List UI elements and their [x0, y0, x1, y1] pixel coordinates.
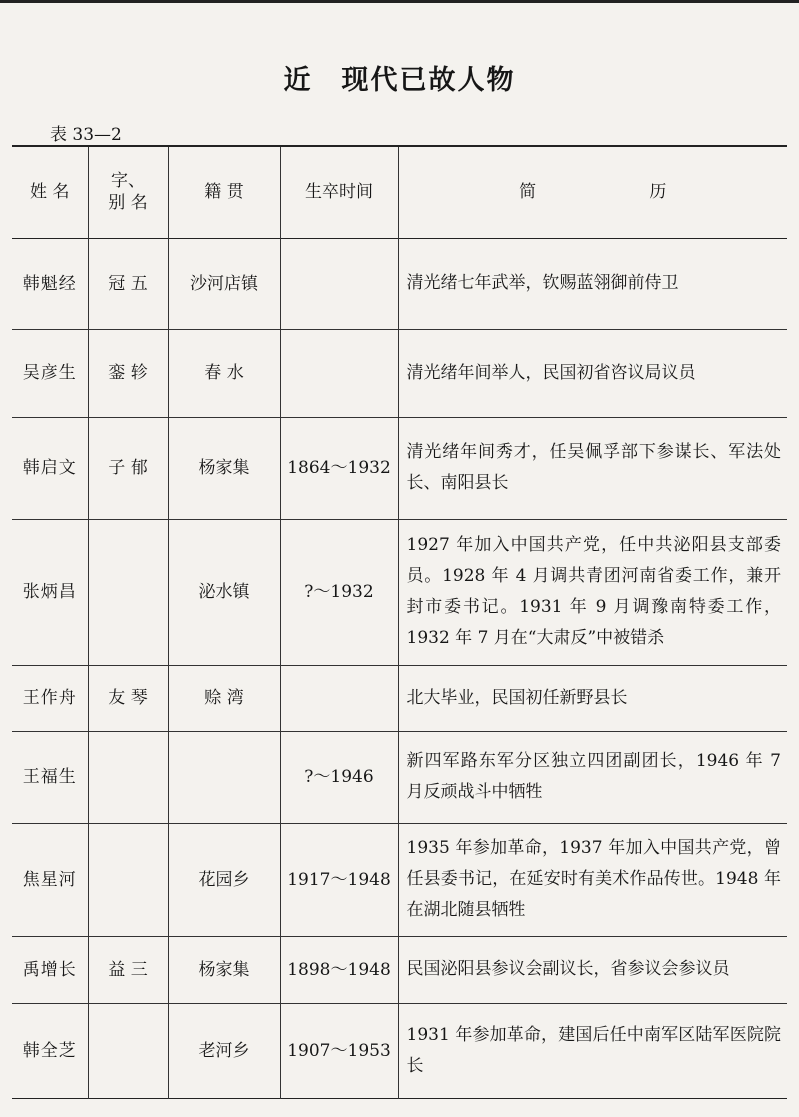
person-lifespan: 1907～1953 — [280, 1003, 398, 1098]
person-native: 花园乡 — [168, 823, 280, 936]
person-name: 王作舟 — [22, 688, 77, 708]
person-native: 沙河店镇 — [168, 238, 280, 329]
person-name: 吴彦生 — [22, 363, 77, 383]
person-native: 杨家集 — [168, 936, 280, 1003]
person-bio: 1927 年加入中国共产党，任中共泌阳县支部委员。1928 年 4 月调共青团河南省委工作，兼开封市委书记。1931 年 9 月调豫南特委工作，1932 年 7 月在“大肃反”中被错杀 — [398, 519, 787, 665]
person-name: 王福生 — [22, 767, 77, 787]
header-name: 姓 名 — [30, 182, 70, 203]
person-lifespan: 1917～1948 — [280, 823, 398, 936]
header-alias — [88, 146, 168, 238]
persons-table — [12, 145, 787, 1099]
header-bio-left: 简 — [519, 182, 537, 203]
person-bio: 清光绪年间秀才，任吴佩孚部下参谋长、军法处长、南阳县长 — [398, 417, 787, 519]
person-native: 春 水 — [168, 329, 280, 417]
person-lifespan — [280, 329, 398, 417]
person-lifespan — [280, 238, 398, 329]
table-row — [12, 665, 787, 731]
person-alias — [88, 1003, 168, 1098]
person-bio: 1935 年参加革命，1937 年加入中国共产党，曾任县委书记，在延安时有美术作品传世。1948 年在湖北随县牺牲 — [398, 823, 787, 936]
table-row — [12, 1003, 787, 1098]
person-name: 韩全芝 — [22, 1040, 77, 1061]
header-row — [12, 146, 787, 238]
person-name: 韩启文 — [22, 458, 77, 478]
person-lifespan — [280, 665, 398, 731]
person-alias: 友 琴 — [88, 665, 168, 731]
top-border-rule — [0, 0, 799, 3]
table-row — [12, 823, 787, 936]
person-lifespan: 1898～1948 — [280, 936, 398, 1003]
table-label: 表 33—2 — [50, 125, 122, 145]
person-lifespan: ?～1932 — [280, 519, 398, 665]
person-name: 张炳昌 — [22, 582, 77, 602]
person-alias: 冠 五 — [88, 238, 168, 329]
header-lifespan: 生卒时间 — [280, 146, 398, 238]
person-name: 韩魁经 — [22, 273, 77, 294]
table-row — [12, 936, 787, 1003]
person-name: 焦星河 — [22, 869, 77, 890]
person-bio: 民国泌阳县参议会副议长，省参议会参议员 — [398, 936, 787, 1003]
person-native — [168, 731, 280, 823]
table-row — [12, 329, 787, 417]
table-row — [12, 417, 787, 519]
page-title: 近 现代已故人物 — [283, 65, 516, 96]
table-body — [12, 238, 787, 1098]
person-alias — [88, 731, 168, 823]
header-alias-line1: 字、 — [111, 171, 145, 192]
table-row — [12, 519, 787, 665]
header-alias-line2: 别 名 — [108, 193, 148, 214]
table-row — [12, 238, 787, 329]
person-bio: 清光绪年间举人，民国初省咨议局议员 — [398, 329, 787, 417]
person-alias: 益 三 — [88, 936, 168, 1003]
person-alias: 子 郁 — [88, 417, 168, 519]
person-native: 老河乡 — [168, 1003, 280, 1098]
table-header — [12, 146, 787, 238]
person-lifespan: ?～1946 — [280, 731, 398, 823]
person-bio: 清光绪七年武举，钦赐蓝翎御前侍卫 — [398, 238, 787, 329]
person-native: 泌水镇 — [168, 519, 280, 665]
header-bio-right: 历 — [649, 182, 667, 203]
person-alias: 銮 轸 — [88, 329, 168, 417]
person-bio: 北大毕业，民国初任新野县长 — [398, 665, 787, 731]
table-row — [12, 731, 787, 823]
header-native: 籍 贯 — [168, 146, 280, 238]
person-alias — [88, 823, 168, 936]
person-alias — [88, 519, 168, 665]
person-bio: 新四军路东军分区独立四团副团长，1946 年 7 月反顽战斗中牺牲 — [398, 731, 787, 823]
person-name: 禹增长 — [22, 959, 77, 980]
person-native: 杨家集 — [168, 417, 280, 519]
header-bio — [398, 146, 787, 238]
person-native: 赊 湾 — [168, 665, 280, 731]
person-lifespan: 1864～1932 — [280, 417, 398, 519]
person-bio: 1931 年参加革命，建国后任中南军区陆军医院院长 — [398, 1003, 787, 1098]
